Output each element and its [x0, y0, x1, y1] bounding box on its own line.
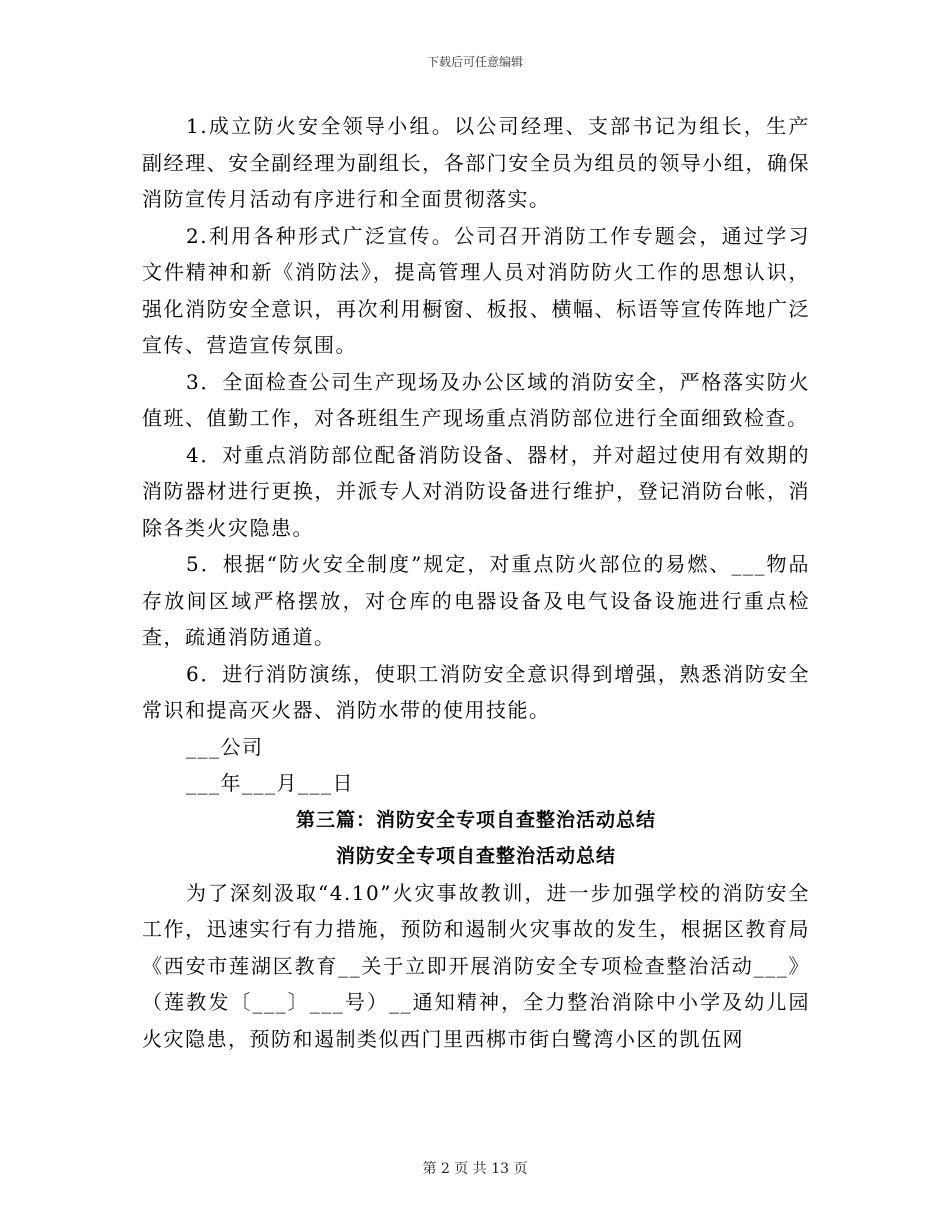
paragraph-1: 1.成立防火安全领导小组。以公司经理、支部书记为组长，生产副经理、安全副经理为副组长，各部门安全员为组员的领导小组，确保消防宣传月活动有序进行和全面贯彻落实。 [142, 114, 810, 211]
paragraph-3: 3．全面检查公司生产现场及办公区域的消防安全，严格落实防火值班、值勤工作，对各班组生产现场重点消防部位进行全面细致检查。 [142, 369, 810, 430]
section-heading: 第三篇：消防安全专项自查整治活动总结 [295, 808, 656, 831]
page-number: 第 2 页 共 13 页 [422, 1161, 528, 1177]
section-paragraph: 为了深刻汲取“4.10”火灾事故教训，进一步加强学校的消防安全工作，迅速实行有力措施，预防和遏制火灾事故的发生，根据区教育局《西安市莲湖区教育__关于立即开展消防安全专项检查整治活动___》（莲教发〔___〕___号）__通知精神，全力整治消除中小学及幼儿园火灾隐患，预防和遏制类似西门里西梆市街白鹭湾小区的凯伍网 [142, 880, 810, 1051]
signature-date: ___年___月___日 [186, 771, 354, 795]
document-body [142, 108, 810, 1057]
paragraph-5: 5．根据“防火安全制度”规定，对重点防火部位的易燃、___物品存放间区域严格摆放，对仓库的电器设备及电气设备设施进行重点检查，疏通消防通道。 [142, 552, 810, 649]
paragraph-4: 4．对重点消防部位配备消防设备、器材，并对超过使用有效期的消防器材进行更换，并派专人对消防设备进行维护，登记消防台帐，消除各类火灾隐患。 [142, 442, 810, 540]
paragraph-2: 2.利用各种形式广泛宣传。公司召开消防工作专题会，通过学习文件精神和新《消防法》，提高管理人员对消防防火工作的思想认识，强化消防安全意识，再次利用橱窗、板报、横幅、标语等宣传阵地广泛宣传、营造宣传氛围。 [142, 223, 810, 357]
signature-company: ___公司 [186, 734, 264, 759]
section-subheading: 消防安全专项自查整治活动总结 [335, 845, 616, 867]
header-note: 下载后可任意编辑 [426, 55, 523, 69]
paragraph-6: 6．进行消防演练，使职工消防安全意识得到增强，熟悉消防安全常识和提高灭火器、消防水带的使用技能。 [142, 661, 810, 722]
